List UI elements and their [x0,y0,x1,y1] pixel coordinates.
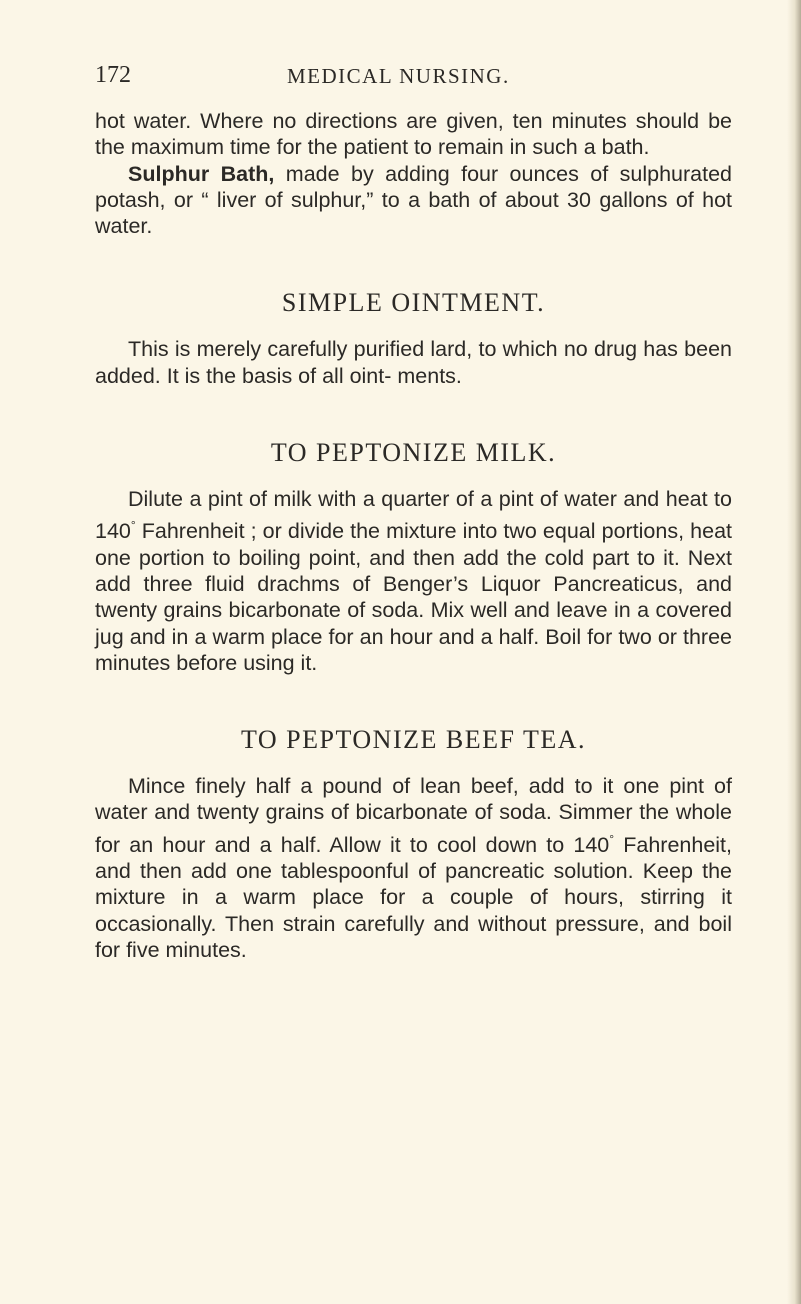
body-text [95,108,732,963]
sulphur-bath-lead: Sulphur Bath, [128,161,275,186]
continuation-paragraph: hot water. Where no directions are given, ten minutes should be the maximum time for the patient to remain in such a bath. [95,109,732,160]
peptonize-beef-tea-paragraph [95,773,732,963]
simple-ointment-paragraph: This is merely carefully purified lard, to which no drug has been added. It is the basis of all oint- ments. [95,337,732,388]
sulphur-bath-text: made by adding four ounces of sulphurated potash, or “ liver of sulphur,” to a bath of about 30 gallons of hot water. [95,161,733,239]
peptonize-beef-tea-text-b: Fahrenheit, and then add one tablespoonful of pancreatic solution. Keep the mixture in a warm place for a couple of hours, stirring it occasionally. Then strain carefully and without pressure, and boil for five minutes. [95,832,733,962]
section-heading-simple-ointment: SIMPLE OINTMENT. [281,288,546,318]
degree-symbol: ° [609,831,615,846]
section-heading-peptonize-beef-tea: TO PEPTONIZE BEEF TEA. [240,725,586,755]
degree-symbol: ° [130,518,136,533]
peptonize-milk-text-b: Fahrenheit ; or divide the mixture into two equal portions, heat one portion to boiling point, and then add the cold part to it. Next add three fluid drachms of Benger’s Liquor Pancreaticus, and twenty grains bicarbonate of soda. Mix well and leave in a covered jug and in a warm place for an hour and a half. Boil for two or three minutes before using it. [95,519,732,675]
page-number: 172 [95,62,131,88]
sulphur-bath-paragraph [95,161,732,240]
peptonize-milk-text-a: Dilute a pint of milk with a quarter of a pint of water and heat to 140 [95,487,732,544]
section-heading-peptonize-milk: TO PEPTONIZE MILK. [270,438,557,468]
peptonize-milk-paragraph [95,486,732,676]
peptonize-beef-tea-text-a: Mince finely half a pound of lean beef, add to it one pint of water and twenty grains of bicarbonate of soda. Simmer the whole for an hour and a half. Allow it to cool down to 140 [95,774,732,857]
running-title: MEDICAL NURSING. [287,64,510,88]
running-header [95,62,715,94]
page-edge-shadow [787,0,801,1304]
